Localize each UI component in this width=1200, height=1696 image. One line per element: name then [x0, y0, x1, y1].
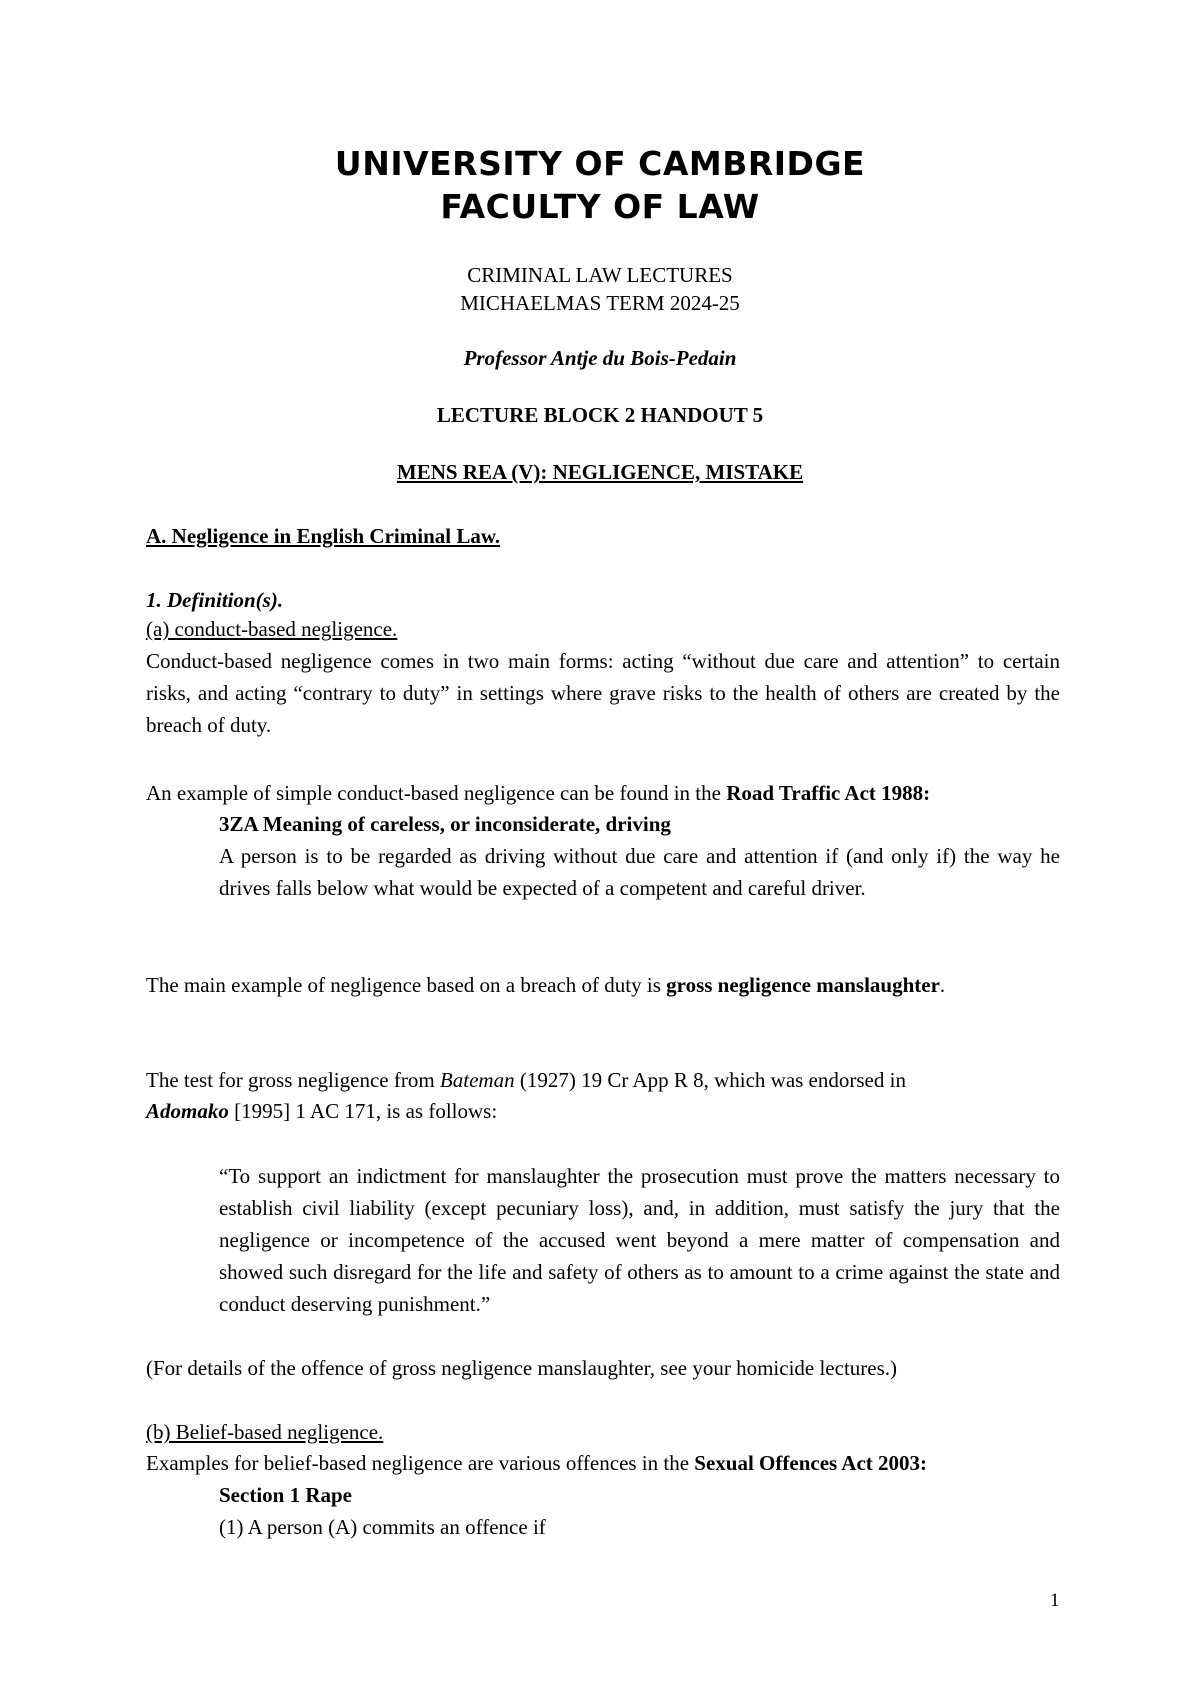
- term-title: MICHAELMAS TERM 2024-25: [460, 291, 740, 315]
- rta-section-heading: 3ZA Meaning of careless, or inconsiderate, driving: [219, 812, 671, 836]
- course-title: CRIMINAL LAW LECTURES: [467, 263, 733, 287]
- bateman-citation: (1927) 19 Cr App R 8, which was endorsed in: [514, 1068, 906, 1092]
- case-name-adomako: Adomako: [146, 1099, 229, 1123]
- handout-topic: MENS REA (V): NEGLIGENCE, MISTAKE: [396, 460, 804, 484]
- rta-intro-paragraph: [146, 777, 930, 809]
- soa-act-name: Sexual Offences Act 2003:: [694, 1451, 928, 1475]
- university-title: UNIVERSITY OF CAMBRIDGE: [334, 144, 866, 183]
- belief-based-heading: (b) Belief-based negligence.: [146, 1420, 384, 1444]
- rape-subsection-1: (1) A person (A) commits an offence if: [219, 1515, 546, 1539]
- conduct-based-heading: (a) conduct-based negligence.: [146, 617, 398, 641]
- bateman-line-1: [146, 1064, 906, 1096]
- case-name-bateman: Bateman: [439, 1068, 515, 1092]
- bateman-intro: The test for gross negligence from: [146, 1068, 440, 1092]
- rta-intro-text: An example of simple conduct-based negligence can be found in the: [146, 781, 727, 805]
- adomako-citation: [1995] 1 AC 171, is as follows:: [228, 1099, 498, 1123]
- faculty-title: FACULTY OF LAW: [440, 187, 760, 226]
- lecture-block: LECTURE BLOCK 2 HANDOUT 5: [436, 403, 764, 427]
- gross-negligence-term: gross negligence manslaughter: [666, 973, 940, 997]
- page-number: 1: [1050, 1590, 1060, 1611]
- professor-name: Professor Antje du Bois-Pedain: [463, 346, 737, 370]
- section-a-heading: A. Negligence in English Criminal Law.: [146, 524, 501, 548]
- definitions-heading: 1. Definition(s).: [146, 588, 284, 612]
- homicide-note: (For details of the offence of gross negligence manslaughter, see your homicide lectures.): [146, 1356, 898, 1380]
- rta-act-name: Road Traffic Act 1988:: [726, 781, 931, 805]
- gross-negligence-paragraph: [146, 969, 1060, 1001]
- bateman-line-2: [146, 1095, 497, 1127]
- gross-negligence-end: .: [939, 973, 946, 997]
- gross-negligence-text: The main example of negligence based on a breach of duty is: [146, 973, 667, 997]
- bateman-quote: “To support an indictment for manslaughter the prosecution must prove the matters necessary to establish civil liability (except pecuniary loss), and, in addition, must satisfy the jury that the negligence or incompetence of the accused went beyond a mere matter of compensation and showed such disregard for the life and safety of others as to amount to a crime against the state and conduct deserving punishment.”: [219, 1164, 1060, 1316]
- soa-intro-text: Examples for belief-based negligence are various offences in the: [146, 1451, 695, 1475]
- conduct-based-paragraph: Conduct-based negligence comes in two main forms: acting “without due care and attention” to certain risks, and acting “contrary to duty” in settings where grave risks to the health of others are created by the breach of duty.: [146, 649, 1060, 737]
- rta-section-text: A person is to be regarded as driving without due care and attention if (and only if) the way he drives falls below what would be expected of a competent and careful driver.: [219, 844, 1060, 900]
- rape-section-heading: Section 1 Rape: [219, 1483, 352, 1507]
- soa-intro-paragraph: [146, 1447, 927, 1479]
